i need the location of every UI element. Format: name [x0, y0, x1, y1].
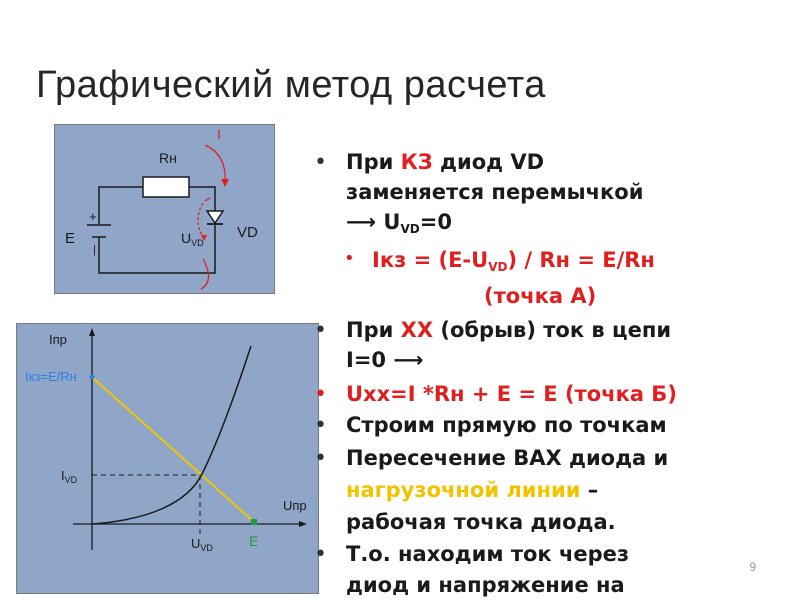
current-arrowhead [221, 179, 229, 187]
bullet-dot-red: • [314, 382, 327, 407]
label-rn: Rн [159, 150, 177, 166]
current-arrow [205, 145, 225, 183]
x-axis-arrow [299, 521, 307, 527]
point-b [251, 519, 257, 525]
voltage-arrow-left [198, 203, 203, 237]
bullet-4: Uхх=I *Rн + E = E (точка Б) [346, 382, 677, 406]
bullet-5: Строим прямую по точкам [346, 413, 667, 437]
return-arrow [201, 259, 209, 289]
bullet-dot: • [314, 318, 327, 343]
bullet-dot-red: • [344, 248, 355, 269]
circuit-svg [55, 125, 274, 293]
ikz-label: Iкз=E/Rн [25, 369, 77, 384]
bullet-1-line-1: При КЗ диод VD [346, 150, 545, 174]
e-label: E [249, 533, 259, 549]
bullet-1-line-2: заменяется перемычкой [346, 180, 644, 204]
bullet-7-line-1: Т.о. находим ток через [346, 542, 630, 566]
wire-top-right [189, 187, 215, 205]
label-plus: + [89, 209, 97, 224]
x-axis-label: Uпр [283, 498, 307, 513]
graph-panel [16, 323, 319, 594]
circuit-diagram [54, 124, 275, 294]
label-vd: VD [237, 224, 258, 241]
slide-title: Графический метод расчета [36, 64, 546, 106]
label-minus: | [93, 244, 96, 256]
bullet-3-line-1: При ХХ (обрыв) ток в цепи [346, 318, 672, 342]
y-axis-arrow [89, 328, 95, 336]
resistor [143, 177, 189, 197]
bullet-3-line-2: I=0 ⟶ [346, 348, 424, 372]
bullet-2-line-1: Iкз = $(E-U_{VD})$ / Rн = E/Rн [372, 248, 655, 274]
bullet-1-line-3: ⟶ $U_{VD}=0$ [346, 210, 452, 236]
bullet-7-line-2: диод и напряжение на [346, 573, 625, 597]
label-current: I [217, 126, 221, 142]
label-uvd: $U_{VD}$ [181, 230, 204, 248]
wire-top-left [99, 187, 143, 215]
ivd-label: $I_{VD}$ [61, 468, 78, 485]
bullet-2-line-2: (точка А) [484, 284, 597, 308]
uvd-label: $U_{VD}$ [191, 536, 213, 553]
diode-triangle [207, 211, 223, 223]
load-line [92, 377, 254, 522]
bullet-dot: • [314, 542, 327, 567]
bullet-6-line-2: нагрузочной линии – [346, 478, 599, 502]
bullet-dot: • [314, 446, 327, 471]
bullet-6-line-3: рабочая точка диода. [346, 510, 616, 534]
bullet-dot: • [314, 413, 327, 438]
page-number: 9 [749, 560, 756, 574]
label-e: E [65, 230, 76, 247]
point-a [90, 375, 95, 380]
y-axis-label: Iпр [49, 332, 67, 347]
bullet-dot: • [314, 150, 327, 175]
vax-graph-svg [17, 324, 318, 593]
bullet-6-line-1: Пересечение ВАХ диода и [346, 446, 669, 470]
